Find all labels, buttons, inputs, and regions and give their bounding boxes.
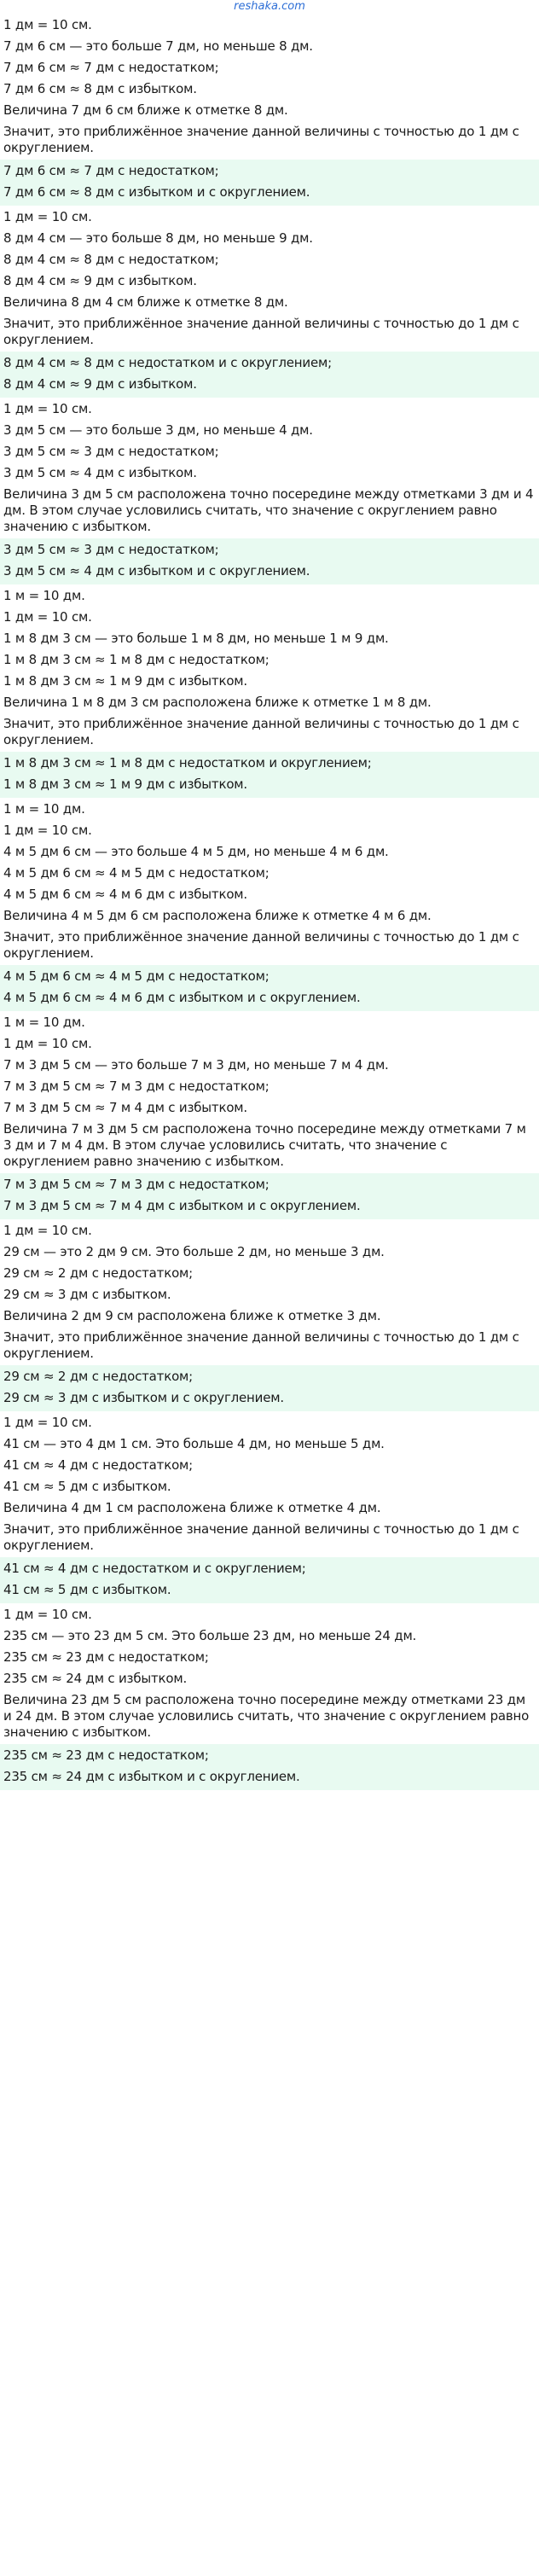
solution-line: 7 м 3 дм 5 см — это больше 7 м 3 дм, но меньше 7 м 4 дм. — [3, 1057, 389, 1073]
solution-line: 7 дм 6 см — это больше 7 дм, но меньше 8 дм. — [3, 38, 313, 54]
answer-block — [0, 1365, 539, 1411]
solution-line: 1 м 8 дм 3 см ≈ 1 м 9 дм с избытком. — [3, 673, 247, 689]
solution-line: 1 дм = 10 см. — [3, 209, 92, 224]
solution-line: 29 см ≈ 3 дм с избытком. — [3, 1287, 171, 1302]
solution-line: Величина 4 дм 1 см расположена ближе к отметке 4 дм. — [3, 1500, 381, 1515]
solution-line: 29 см ≈ 2 дм с недостатком; — [3, 1265, 194, 1281]
solution-line: 1 м 8 дм 3 см — это больше 1 м 8 дм, но меньше 1 м 9 дм. — [3, 631, 389, 646]
solution-line: 235 см — это 23 дм 5 см. Это больше 23 дм, но меньше 24 дм. — [3, 1628, 417, 1643]
answer-line: 8 дм 4 см ≈ 9 дм с избытком. — [3, 376, 197, 392]
solution-line: 4 м 5 дм 6 см — это больше 4 м 5 дм, но меньше 4 м 6 дм. — [3, 844, 389, 859]
solution-line: 1 дм = 10 см. — [3, 401, 92, 416]
solution-line: Значит, это приближённое значение данной величины с точностью до 1 дм с округлением. — [3, 316, 519, 347]
solution-line: Значит, это приближённое значение данной величины с точностью до 1 дм с округлением. — [3, 1521, 519, 1553]
solution-line: 8 дм 4 см — это больше 8 дм, но меньше 9 дм. — [3, 230, 313, 246]
solution-line: 1 дм = 10 см. — [3, 1036, 92, 1051]
answer-line: 7 дм 6 см ≈ 8 дм с избытком и с округлением. — [3, 184, 310, 200]
solution-line: 1 м = 10 дм. — [3, 588, 85, 603]
answer-block — [0, 965, 539, 1011]
solution-content — [0, 17, 539, 1794]
solution-line: Величина 3 дм 5 см расположена точно посередине между отметками 3 дм и 4 дм. В этом случае условились считать, что значение с округлением равно значению с избытком. — [3, 486, 534, 534]
solution-line: 1 дм = 10 см. — [3, 823, 92, 838]
answer-block — [0, 538, 539, 584]
solution-line: 41 см — это 4 дм 1 см. Это больше 4 дм, но меньше 5 дм. — [3, 1436, 385, 1451]
answer-line: 7 м 3 дм 5 см ≈ 7 м 4 дм с избытком и с округлением. — [3, 1198, 361, 1213]
answer-line: 4 м 5 дм 6 см ≈ 4 м 5 дм с недостатком; — [3, 968, 270, 984]
solution-line: Значит, это приближённое значение данной величины с точностью до 1 дм с округлением. — [3, 929, 519, 961]
answer-block — [0, 1173, 539, 1219]
answer-line: 235 см ≈ 24 дм с избытком и с округлением. — [3, 1769, 300, 1784]
answer-block — [0, 1557, 539, 1603]
answer-block — [0, 160, 539, 206]
solution-line: Величина 2 дм 9 см расположена ближе к отметке 3 дм. — [3, 1308, 381, 1323]
answer-line: 1 м 8 дм 3 см ≈ 1 м 8 дм с недостатком и округлением; — [3, 755, 372, 770]
solution-line: Величина 7 м 3 дм 5 см расположена точно посередине между отметками 7 м 3 дм и 7 м 4 дм. В этом случае условились считать, что значение с округлением равно значению с избытком. — [3, 1121, 526, 1169]
solution-line: 7 м 3 дм 5 см ≈ 7 м 3 дм с недостатком; — [3, 1079, 270, 1094]
solution-line: Значит, это приближённое значение данной величины с точностью до 1 дм с округлением. — [3, 124, 519, 155]
answer-line: 4 м 5 дм 6 см ≈ 4 м 6 дм с избытком и с округлением. — [3, 990, 361, 1005]
answer-line: 29 см ≈ 3 дм с избытком и с округлением. — [3, 1390, 284, 1405]
answer-line: 1 м 8 дм 3 см ≈ 1 м 9 дм с избытком. — [3, 776, 247, 792]
solution-line: 7 дм 6 см ≈ 7 дм с недостатком; — [3, 60, 219, 75]
answer-line: 41 см ≈ 5 дм с избытком. — [3, 1582, 171, 1597]
solution-line: 3 дм 5 см — это больше 3 дм, но меньше 4 дм. — [3, 422, 313, 438]
solution-line: 1 дм = 10 см. — [3, 609, 92, 625]
solution-line: Значит, это приближённое значение данной величины с точностью до 1 дм с округлением. — [3, 1329, 519, 1361]
solution-line: Величина 7 дм 6 см ближе к отметке 8 дм. — [3, 102, 288, 118]
solution-line: 4 м 5 дм 6 см ≈ 4 м 6 дм с избытком. — [3, 887, 247, 902]
answer-line: 29 см ≈ 2 дм с недостатком; — [3, 1369, 194, 1384]
solution-line: 1 дм = 10 см. — [3, 1415, 92, 1430]
solution-line: 7 дм 6 см ≈ 8 дм с избытком. — [3, 81, 197, 96]
answer-line: 7 дм 6 см ≈ 7 дм с недостатком; — [3, 163, 219, 178]
answer-line: 3 дм 5 см ≈ 3 дм с недостатком; — [3, 542, 219, 557]
answer-line: 41 см ≈ 4 дм с недостатком и с округлением; — [3, 1561, 306, 1576]
solution-line: 41 см ≈ 5 дм с избытком. — [3, 1479, 171, 1494]
solution-line: Величина 1 м 8 дм 3 см расположена ближе к отметке 1 м 8 дм. — [3, 695, 432, 710]
answer-line: 3 дм 5 см ≈ 4 дм с избытком и с округлением. — [3, 563, 310, 579]
solution-line: 235 см ≈ 23 дм с недостатком; — [3, 1649, 209, 1665]
solution-line: Значит, это приближённое значение данной величины с точностью до 1 дм с округлением. — [3, 716, 519, 747]
solution-line: Величина 8 дм 4 см ближе к отметке 8 дм. — [3, 294, 288, 310]
solution-line: Величина 23 дм 5 см расположена точно посередине между отметками 23 дм и 24 дм. В этом случае условились считать, что значение с округлением равно значению с избытком. — [3, 1692, 530, 1740]
solution-line: 1 дм = 10 см. — [3, 17, 92, 32]
answer-block — [0, 352, 539, 398]
solution-line: 1 м = 10 дм. — [3, 1015, 85, 1030]
solution-line: 1 м 8 дм 3 см ≈ 1 м 8 дм с недостатком; — [3, 652, 270, 667]
solution-line: 1 дм = 10 см. — [3, 1223, 92, 1238]
solution-line: Величина 4 м 5 дм 6 см расположена ближе к отметке 4 м 6 дм. — [3, 908, 432, 923]
answer-line: 235 см ≈ 23 дм с недостатком; — [3, 1747, 209, 1763]
solution-line: 41 см ≈ 4 дм с недостатком; — [3, 1457, 194, 1473]
solution-line: 1 дм = 10 см. — [3, 1607, 92, 1622]
solution-line: 1 м = 10 дм. — [3, 801, 85, 817]
answer-line: 7 м 3 дм 5 см ≈ 7 м 3 дм с недостатком; — [3, 1177, 270, 1192]
solution-line: 7 м 3 дм 5 см ≈ 7 м 4 дм с избытком. — [3, 1100, 247, 1115]
site-logo: reshaka.com — [234, 0, 305, 13]
solution-line: 29 см — это 2 дм 9 см. Это больше 2 дм, но меньше 3 дм. — [3, 1244, 385, 1259]
solution-line: 3 дм 5 см ≈ 4 дм с избытком. — [3, 465, 197, 480]
solution-line: 235 см ≈ 24 дм с избытком. — [3, 1671, 188, 1686]
answer-block — [0, 752, 539, 798]
answer-block — [0, 1744, 539, 1790]
solution-line: 8 дм 4 см ≈ 8 дм с недостатком; — [3, 252, 219, 267]
answer-line: 8 дм 4 см ≈ 8 дм с недостатком и с округлением; — [3, 355, 332, 370]
solution-line: 8 дм 4 см ≈ 9 дм с избытком. — [3, 273, 197, 288]
solution-line: 3 дм 5 см ≈ 3 дм с недостатком; — [3, 444, 219, 459]
solution-line: 4 м 5 дм 6 см ≈ 4 м 5 дм с недостатком; — [3, 865, 270, 881]
